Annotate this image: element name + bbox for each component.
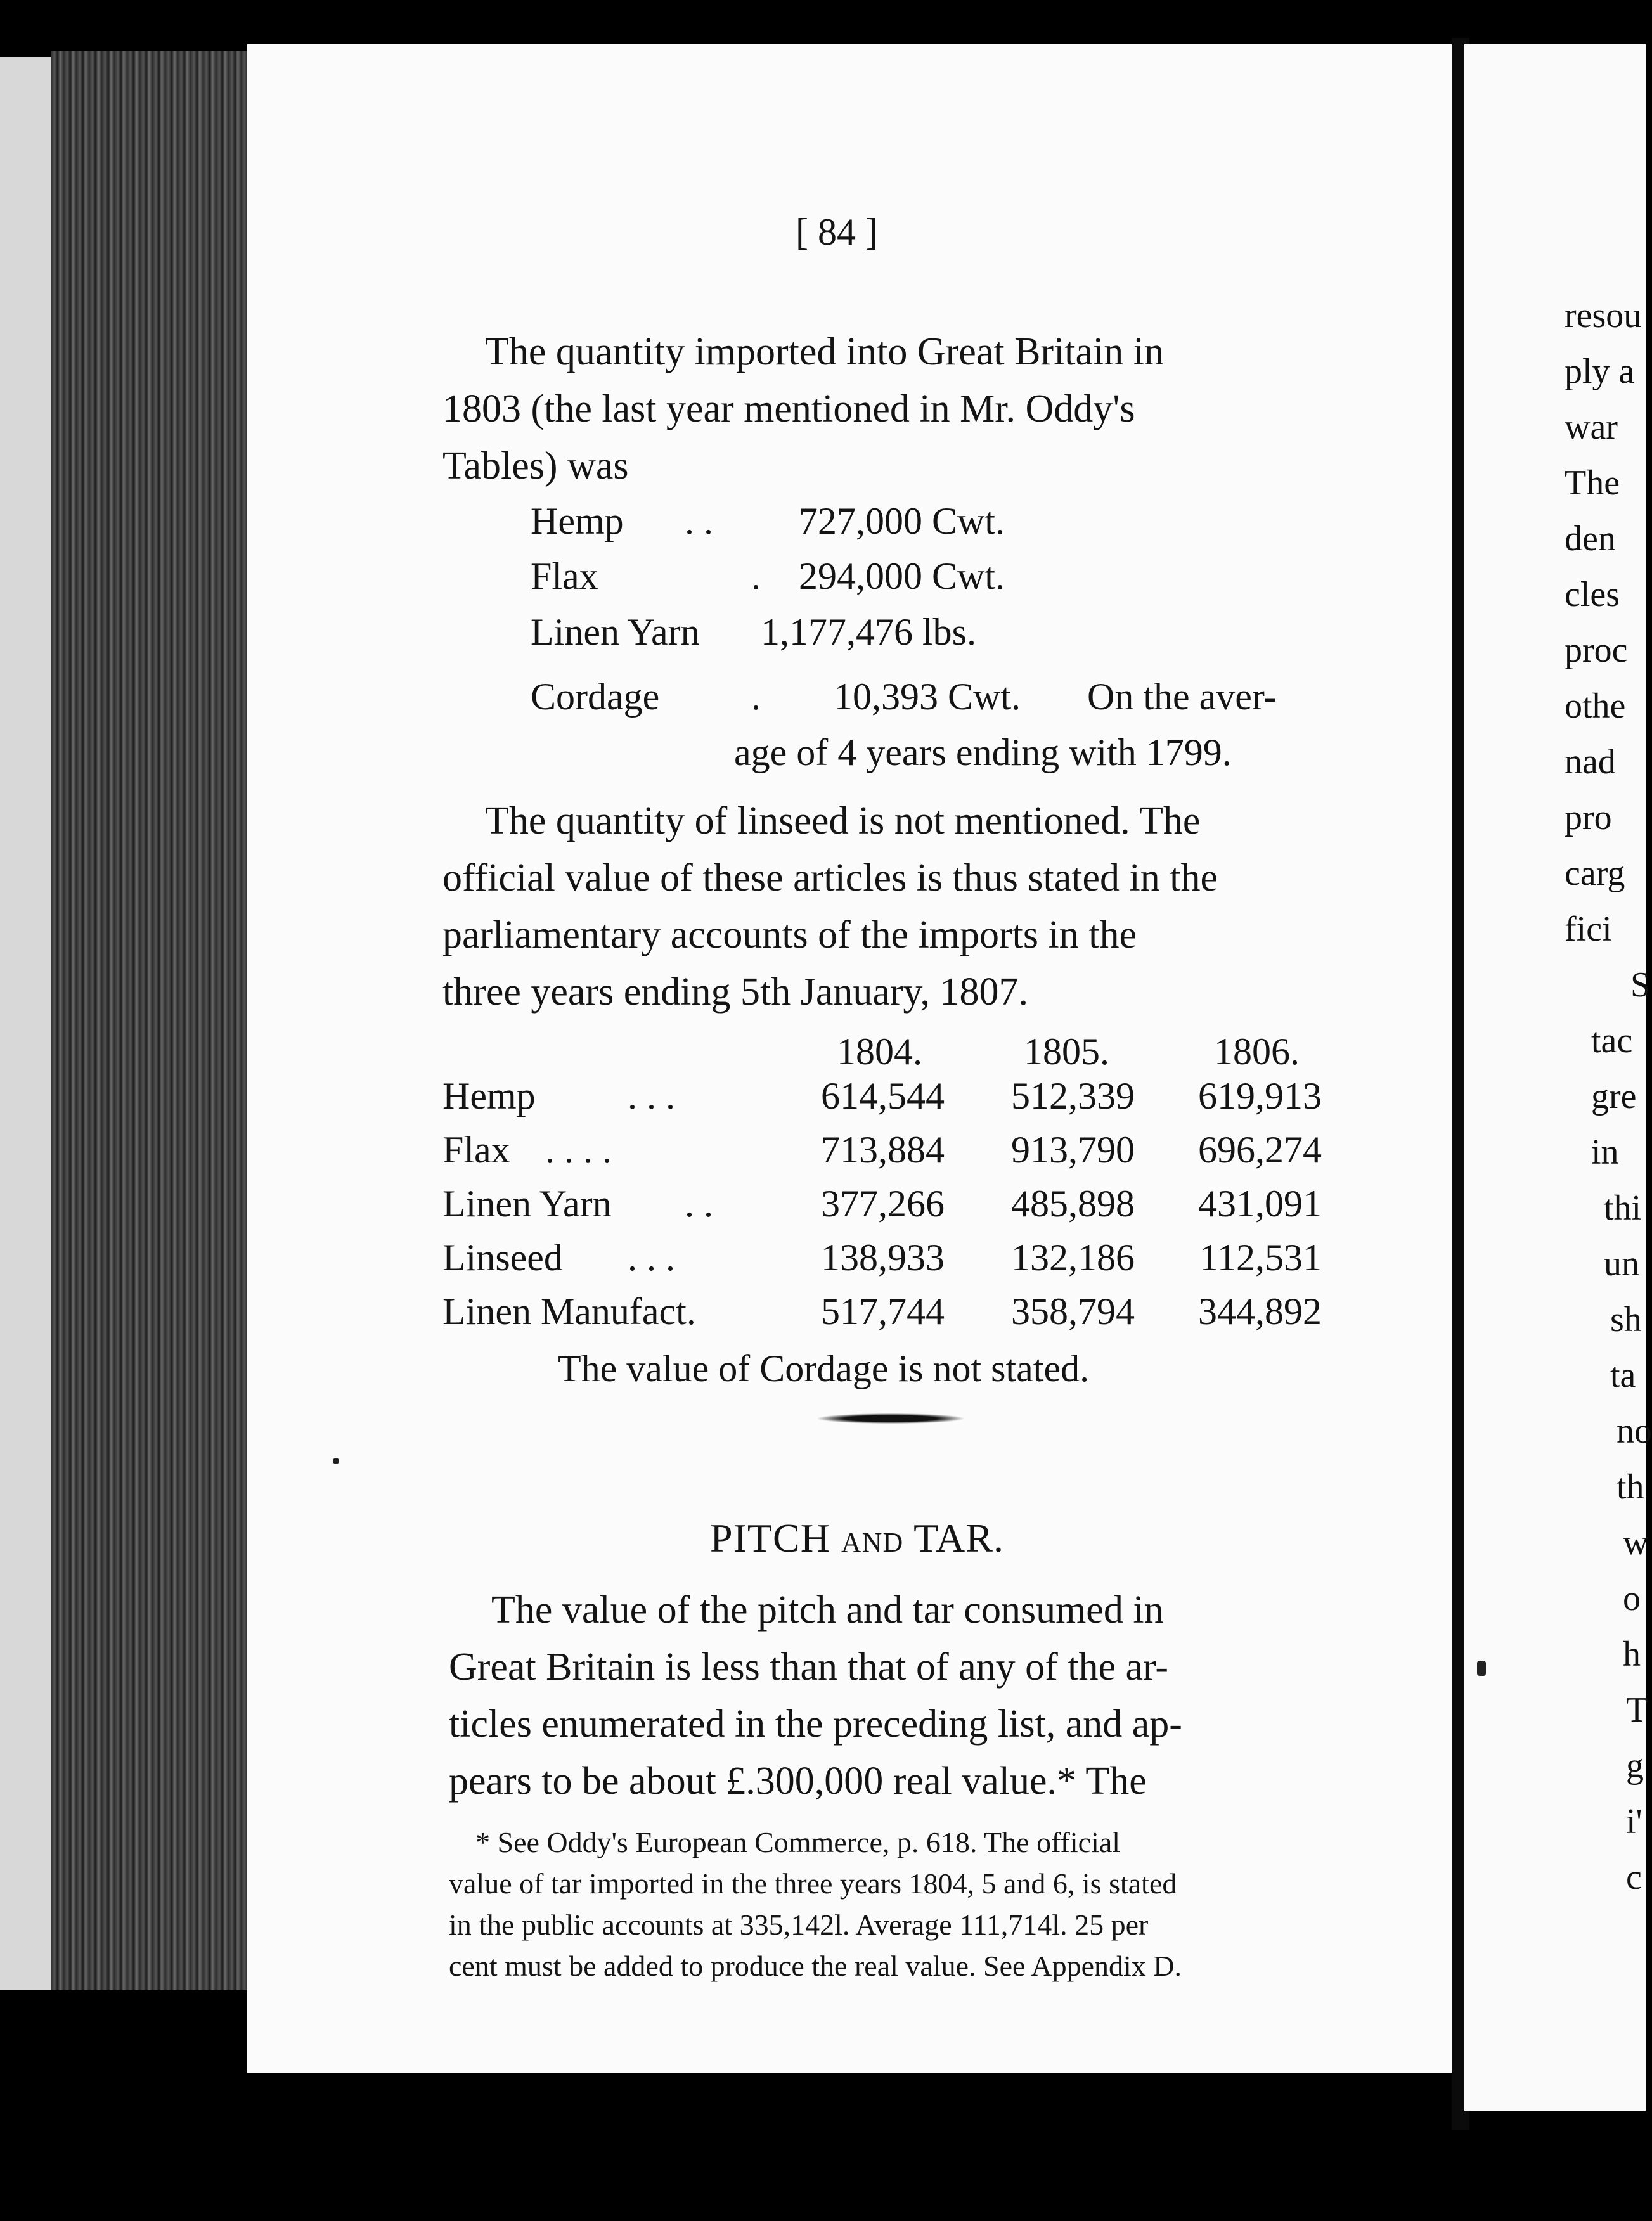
cordage-name: Cordage	[531, 676, 660, 718]
page-fore-edge	[51, 51, 254, 1990]
facing-page-text: un	[1604, 1244, 1639, 1284]
table-cell: 913,790	[1011, 1129, 1135, 1171]
paragraph-line: The quantity of linseed is not mentioned. The	[485, 799, 1201, 842]
facing-page-text: carg	[1565, 854, 1625, 893]
import-item-name: Linen Yarn	[531, 611, 700, 653]
facing-page-text: ta	[1610, 1356, 1636, 1395]
book-page	[247, 44, 1458, 2073]
facing-page-text: i'	[1626, 1802, 1642, 1841]
cordage-value: 10,393 Cwt.	[834, 676, 1021, 718]
facing-page-text: c	[1626, 1858, 1642, 1897]
facing-page-text: resou	[1565, 296, 1642, 335]
import-item-value: 1,177,476 lbs.	[761, 611, 977, 653]
footnote-line: * See Oddy's European Commerce, p. 618. The official	[475, 1826, 1121, 1858]
table-cell: 713,884	[821, 1129, 945, 1171]
paragraph-line: official value of these articles is thus stated in the	[442, 856, 1218, 899]
cordage-dots: .	[751, 676, 761, 718]
ink-speck	[1477, 1661, 1486, 1676]
paragraph-line: ticles enumerated in the preceding list, and ap-	[449, 1703, 1182, 1746]
cordage-note: age of 4 years ending with 1799.	[734, 731, 1232, 773]
facing-page-text: othe	[1565, 686, 1626, 726]
facing-page-text: T	[1626, 1690, 1648, 1730]
table-cell: 358,794	[1011, 1291, 1135, 1332]
import-item-dots: .	[751, 555, 761, 597]
facing-page-text: w	[1623, 1523, 1649, 1562]
facing-page-text: o	[1623, 1579, 1641, 1618]
table-row-name: Linen Manufact.	[442, 1291, 696, 1332]
facing-page-text: den	[1565, 519, 1616, 558]
table-cell: 517,744	[821, 1291, 945, 1332]
page-number-header: [ 84 ]	[796, 211, 878, 253]
facing-page-text: thi	[1604, 1188, 1642, 1228]
footnote-line: cent must be added to produce the real value. See Appendix D.	[449, 1950, 1182, 1982]
table-note: The value of Cordage is not stated.	[558, 1348, 1090, 1389]
table-row-dots: . . . .	[545, 1129, 612, 1171]
table-row-dots: . . .	[628, 1075, 675, 1117]
import-item-dots: . .	[685, 500, 713, 542]
table-row-name: Linseed	[442, 1237, 563, 1278]
footnote-line: in the public accounts at 335,142l. Average 111,714l. 25 per	[449, 1909, 1149, 1941]
table-cell: 344,892	[1198, 1291, 1322, 1332]
facing-page-text: in	[1591, 1133, 1619, 1172]
paragraph-line: Great Britain is less than that of any of the ar-	[449, 1645, 1169, 1689]
paragraph-line: pears to be about £.300,000 real value.* The	[449, 1760, 1147, 1803]
table-cell: 485,898	[1011, 1183, 1135, 1225]
facing-page-text: S	[1630, 965, 1651, 1005]
intro-line: 1803 (the last year mentioned in Mr. Oddy's	[442, 387, 1135, 430]
heading-tar: TAR.	[913, 1516, 1004, 1561]
paragraph-line: parliamentary accounts of the imports in the	[442, 913, 1137, 956]
table-year-header: 1806.	[1214, 1031, 1300, 1072]
facing-page-text: tac	[1591, 1021, 1633, 1060]
table-cell: 696,274	[1198, 1129, 1322, 1171]
table-cell: 377,266	[821, 1183, 945, 1225]
facing-page-text: pro	[1565, 798, 1612, 837]
facing-page-text: th	[1617, 1467, 1644, 1507]
facing-page-text: sh	[1610, 1300, 1642, 1339]
table-cell: 619,913	[1198, 1075, 1322, 1117]
section-heading	[710, 1515, 1004, 1562]
facing-page-fragment	[1464, 44, 1652, 2111]
facing-page-text: h	[1623, 1635, 1641, 1674]
facing-page-text: gre	[1591, 1077, 1637, 1116]
paragraph-line: three years ending 5th January, 1807.	[442, 970, 1028, 1014]
facing-page-text: g	[1626, 1746, 1644, 1786]
facing-page-text: proc	[1565, 631, 1628, 670]
section-divider-rule	[818, 1413, 964, 1424]
table-year-header: 1805.	[1024, 1031, 1109, 1072]
cordage-note: On the aver-	[1087, 676, 1277, 718]
table-row-dots: . .	[685, 1183, 713, 1225]
facing-page-text: nad	[1565, 742, 1616, 782]
heading-and: AND	[841, 1527, 904, 1558]
table-row-dots: . . .	[628, 1237, 675, 1278]
facing-page-text: The	[1565, 463, 1620, 503]
heading-pitch: PITCH	[710, 1516, 830, 1561]
table-row-name: Hemp	[442, 1075, 536, 1117]
table-row-name: Flax	[442, 1129, 510, 1171]
import-item-value: 727,000 Cwt.	[799, 500, 1005, 542]
table-cell: 138,933	[821, 1237, 945, 1278]
ink-speck	[333, 1458, 339, 1464]
import-item-name: Flax	[531, 555, 598, 597]
import-item-name: Hemp	[531, 500, 624, 542]
paragraph-line: The value of the pitch and tar consumed in	[491, 1588, 1164, 1632]
facing-page-text: ply a	[1565, 352, 1635, 391]
facing-page-text: fici	[1565, 910, 1612, 949]
import-item-value: 294,000 Cwt.	[799, 555, 1005, 597]
table-cell: 512,339	[1011, 1075, 1135, 1117]
intro-line: Tables) was	[442, 444, 629, 487]
table-cell: 614,544	[821, 1075, 945, 1117]
table-cell: 431,091	[1198, 1183, 1322, 1225]
table-cell: 132,186	[1011, 1237, 1135, 1278]
table-cell: 112,531	[1199, 1237, 1322, 1278]
facing-page-text: no	[1617, 1412, 1652, 1451]
footnote-line: value of tar imported in the three years 1804, 5 and 6, is stated	[449, 1867, 1177, 1900]
facing-page-text: cles	[1565, 575, 1620, 614]
intro-line: The quantity imported into Great Britain in	[485, 330, 1164, 373]
table-row-name: Linen Yarn	[442, 1183, 612, 1225]
facing-page-text: war	[1565, 408, 1618, 447]
table-year-header: 1804.	[837, 1031, 922, 1072]
